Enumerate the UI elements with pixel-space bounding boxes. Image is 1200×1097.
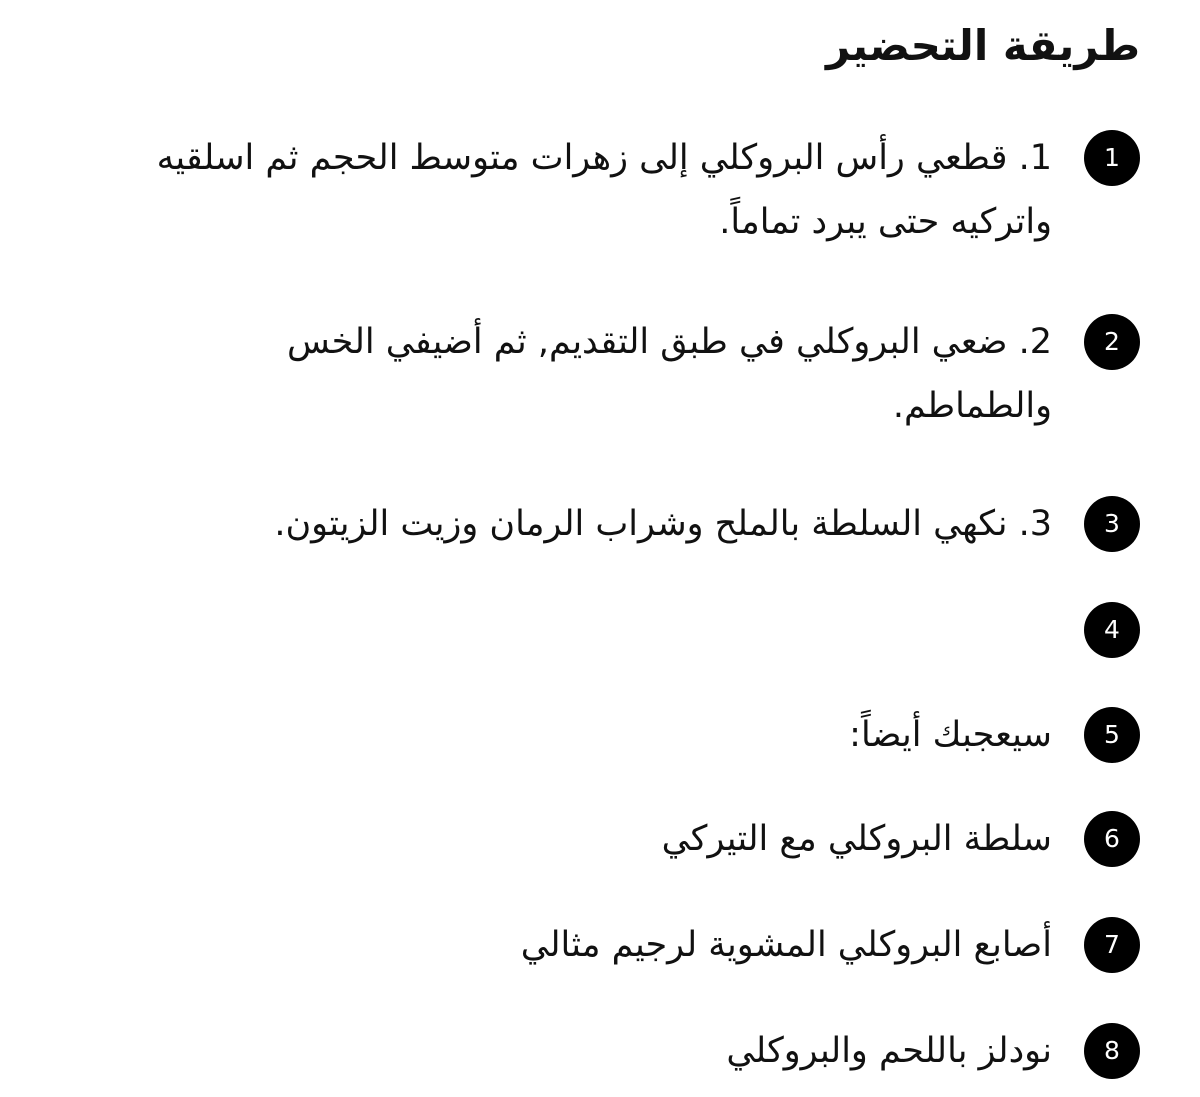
step-number-badge: 8 xyxy=(1084,1023,1140,1079)
step-number-badge: 6 xyxy=(1084,811,1140,867)
step-number-badge: 5 xyxy=(1084,707,1140,763)
step-number-badge: 2 xyxy=(1084,314,1140,370)
related-recipe-link[interactable]: نودلز باللحم والبروكلي xyxy=(726,1031,1052,1071)
page-title: طريقة التحضير xyxy=(825,21,1140,70)
step-number-badge: 3 xyxy=(1084,496,1140,552)
related-recipe-link[interactable]: أصابع البروكلي المشوية لرجيم مثالي xyxy=(520,925,1052,965)
step-number-badge: 4 xyxy=(1084,602,1140,658)
step-text: 3. نكهي السلطة بالملح وشراب الرمان وزيت الزيتون. xyxy=(274,504,1052,544)
related-recipe-link[interactable]: سلطة البروكلي مع التيركي xyxy=(661,819,1052,859)
step-number-badge: 7 xyxy=(1084,917,1140,973)
step-text: 2. ضعي البروكلي في طبق التقديم, ثم أضيفي الخس والطماطم. xyxy=(287,322,1052,426)
related-heading: سيعجبك أيضاً: xyxy=(849,715,1052,755)
step-text: 1. قطعي رأس البروكلي إلى زهرات متوسط الحجم ثم اسلقيه واتركيه حتى يبرد تماماً. xyxy=(156,138,1052,242)
step-number-badge: 1 xyxy=(1084,130,1140,186)
